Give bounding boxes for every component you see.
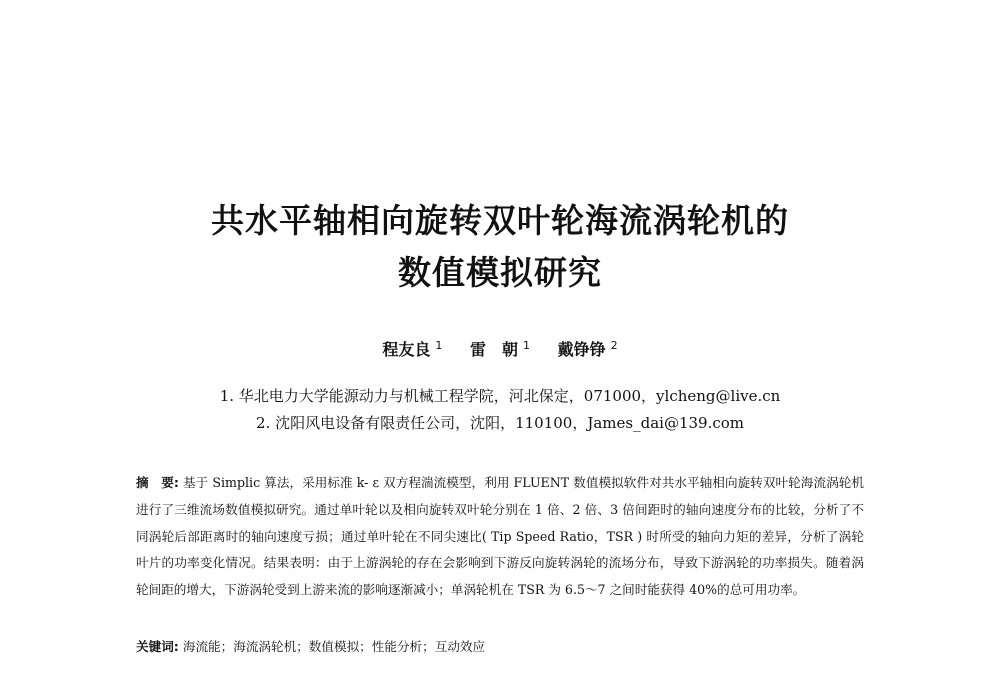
keywords bbox=[136, 637, 864, 657]
abstract-text: 基于 Simplic 算法，采用标准 k- ε 双方程湍流模型，利用 FLUENT 数值模拟软件对共水平轴相向旋转双叶轮海流涡轮机进行了三维流场数值模拟研究。通过单叶轮以及相向旋转双叶轮分别在 1 倍、2 倍、3 倍间距时的轴向速度分布的比较，分析了不同涡轮后部距离时的轴向速度亏损；通过单叶轮在不同尖速比( Tip Speed Ratio，TSR ) 时所受的轴向力矩的差异，分析了涡轮叶片的功率变化情况。结果表明：由于上游涡轮的存在会影响到下游反向旋转涡轮的流场分布，导致下游涡轮的功率损失。随着涡轮间距的增大，下游涡轮受到上游来流的影响逐渐减小；单涡轮机在 TSR 为 6.5～7 之间时能获得 40%的总可用功率。 bbox=[136, 475, 864, 598]
abstract bbox=[136, 470, 864, 604]
author-name: 程友良 bbox=[382, 340, 431, 359]
author-affiliation-mark: 1 bbox=[435, 339, 443, 352]
author-2 bbox=[470, 340, 530, 358]
affiliation-2: 2. 沈阳风电设备有限责任公司，沈阳，110100，James_dai@139.com bbox=[256, 414, 744, 432]
author-affiliation-mark: 2 bbox=[610, 339, 618, 352]
author-name: 雷 朝 bbox=[469, 340, 518, 359]
paper-title-line-1: 共水平轴相向旋转双叶轮海流涡轮机的 bbox=[211, 201, 789, 240]
keywords-label: 关键词: bbox=[136, 639, 179, 654]
paper-title-line-2: 数值模拟研究 bbox=[398, 253, 602, 292]
abstract-label: 摘 要: bbox=[136, 475, 179, 490]
author-affiliation-mark: 1 bbox=[523, 339, 530, 352]
author-1 bbox=[382, 340, 442, 358]
author-list bbox=[0, 340, 1000, 358]
affiliation-1: 1. 华北电力大学能源动力与机械工程学院，河北保定，071000，ylcheng@live.cn bbox=[219, 387, 781, 405]
author-name: 戴铮铮 bbox=[557, 340, 606, 359]
author-3 bbox=[558, 340, 618, 358]
keywords-text: 海流能；海流涡轮机；数值模拟；性能分析；互动效应 bbox=[182, 639, 486, 654]
